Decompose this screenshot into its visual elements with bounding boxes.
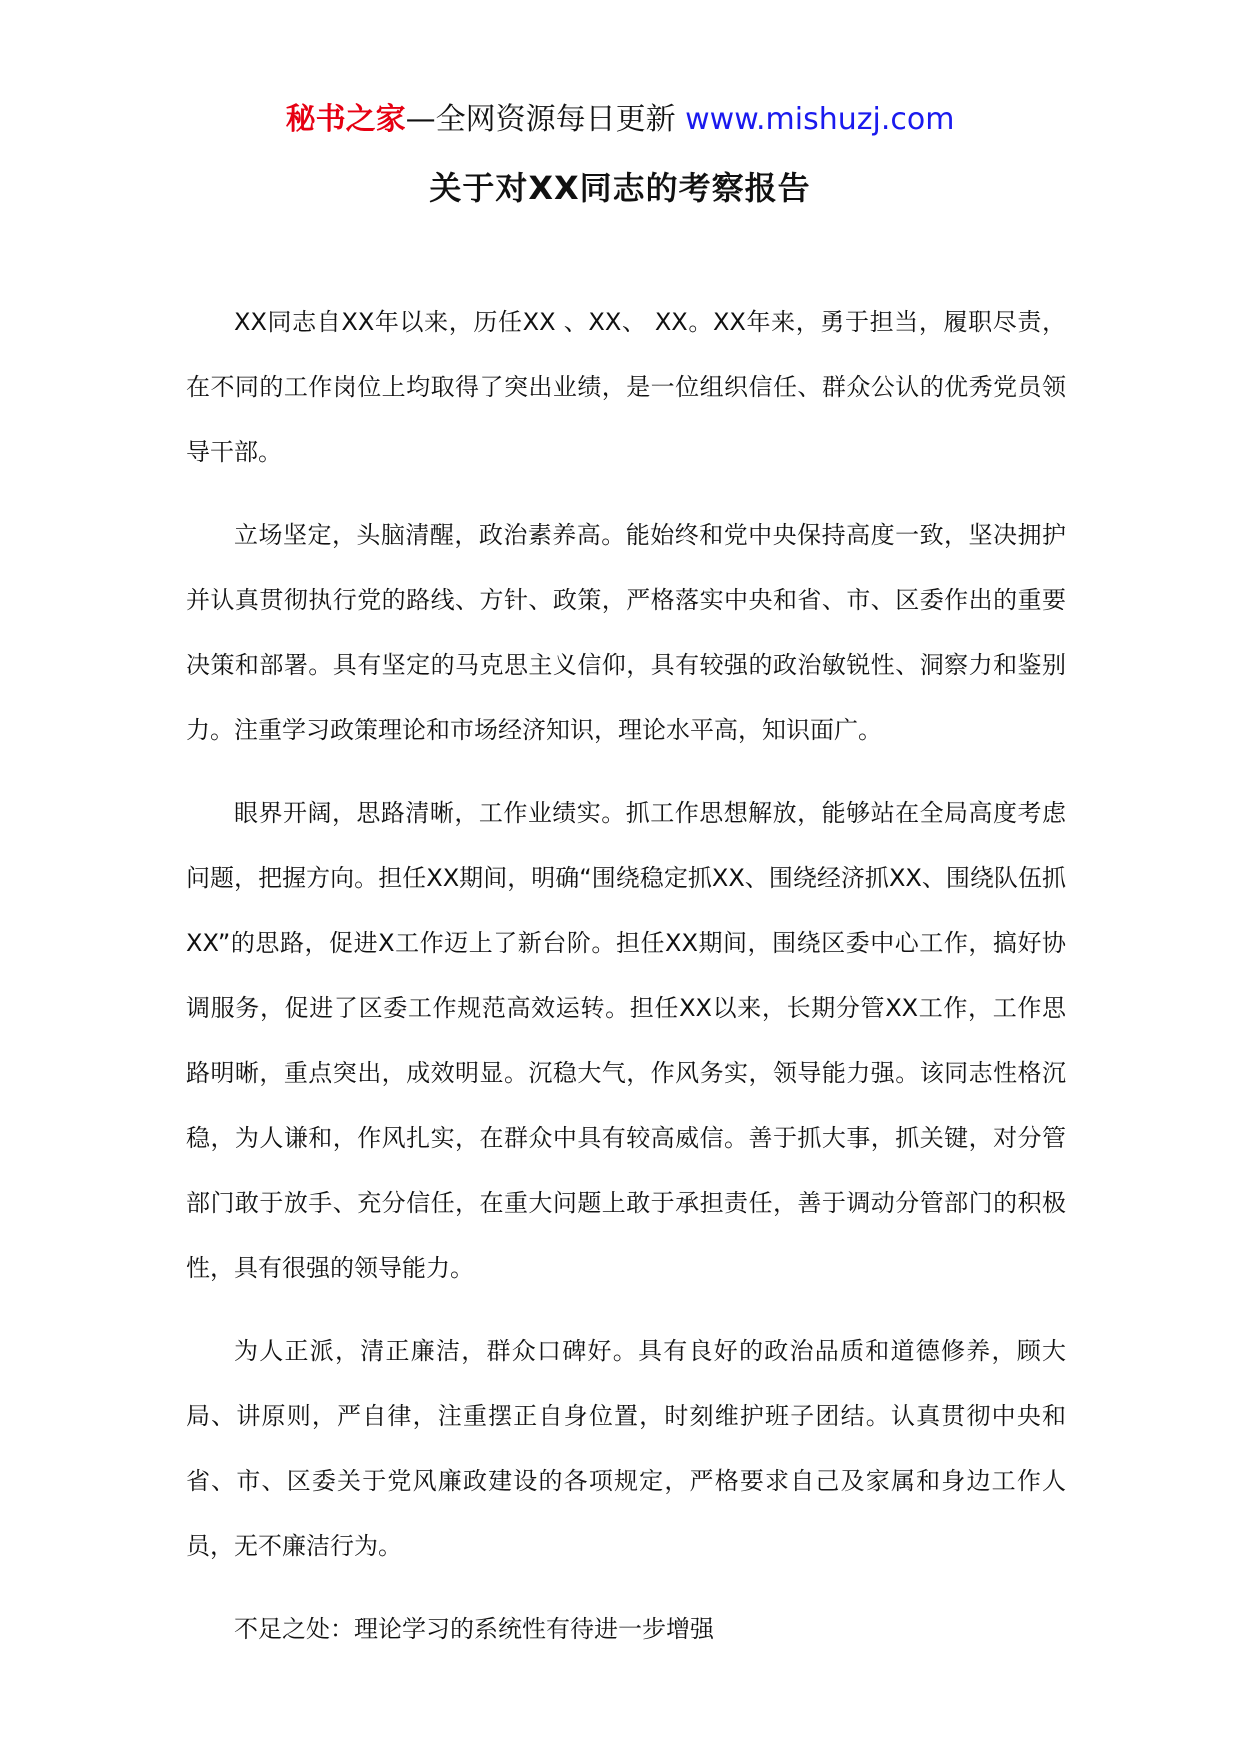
- header-tagline: —全网资源每日更新: [405, 102, 686, 137]
- paragraph-integrity: 为人正派，清正廉洁，群众口碑好。具有良好的政治品质和道德修养，顾大局、讲原则，严自律，注重摆正自身位置，时刻维护班子团结。认真贯彻中央和省、市、区委关于党风廉政建设的各项规定，严格要求自己及家属和身边工作人员，无不廉洁行为。: [186, 1337, 1066, 1560]
- paragraph-political-stance: 立场坚定，头脑清醒，政治素养高。能始终和党中央保持高度一致，坚决拥护并认真贯彻执行党的路线、方针、政策，严格落实中央和省、市、区委作出的重要决策和部署。具有坚定的马克思主义信仰，具有较强的政治敏锐性、洞察力和鉴别力。注重学习政策理论和市场经济知识，理论水平高，知识面广。: [186, 521, 1066, 744]
- site-header: [0, 98, 1240, 142]
- paragraph-work-performance: 眼界开阔，思路清晰，工作业绩实。抓工作思想解放，能够站在全局高度考虑问题，把握方向。担任XX期间，明确“围绕稳定抓XX、围绕经济抓XX、围绕队伍抓XX”的思路，促进X工作迈上了新台阶。担任XX期间，围绕区委中心工作，搞好协调服务，促进了区委工作规范高效运转。担任XX以来，长期分管XX工作，工作思路明晰，重点突出，成效明显。沉稳大气，作风务实，领导能力强。该同志性格沉稳，为人谦和，作风扎实，在群众中具有较高威信。善于抓大事，抓关键，对分管部门敢于放手、充分信任，在重大问题上敢于承担责任，善于调动分管部门的积极性，具有很强的领导能力。: [186, 799, 1066, 1282]
- document-body: [186, 290, 1066, 1680]
- paragraph-shortcomings: 不足之处：理论学习的系统性有待进一步增强: [234, 1615, 714, 1643]
- paragraph-intro: XX同志自XX年以来，历任XX 、XX、 XX。XX年来，勇于担当，履职尽责，在不同的工作岗位上均取得了突出业绩，是一位组织信任、群众公认的优秀党员领导干部。: [186, 308, 1066, 466]
- document-title: 关于对XX同志的考察报告: [429, 169, 811, 207]
- site-url-link[interactable]: www.mishuzj.com: [685, 102, 955, 137]
- brand-name: 秘书之家: [285, 102, 406, 137]
